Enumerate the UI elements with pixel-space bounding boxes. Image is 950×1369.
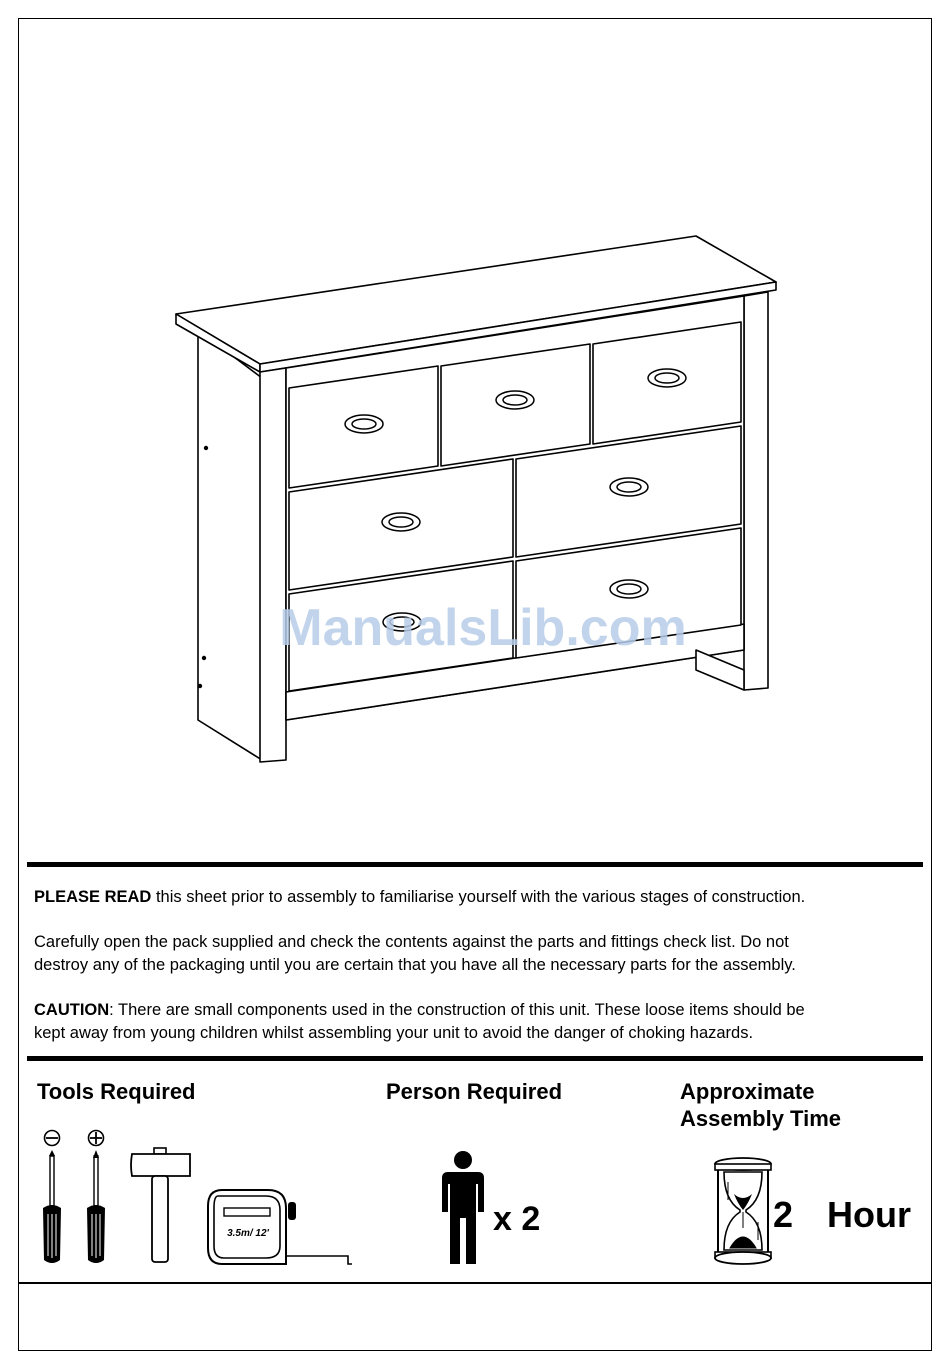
assembly-time-heading-line-2: Assembly Time xyxy=(680,1106,842,1131)
assembly-time-unit: Hour xyxy=(827,1194,911,1235)
hammer-icon xyxy=(128,1146,194,1268)
caution-line-2: kept away from young children whilst assembling your unit to avoid the danger of choking hazards. xyxy=(34,1024,754,1042)
section-divider xyxy=(27,862,923,867)
caution-line-1: : There are small components used in the construction of this unit. These loose items should be xyxy=(109,1001,805,1019)
please-read-paragraph xyxy=(34,886,914,909)
check-line-2: destroy any of the packaging until you are certain that you have all the necessary parts for the assembly. xyxy=(34,956,796,974)
please-read-label: PLEASE READ xyxy=(34,888,152,906)
tools-required-heading: Tools Required xyxy=(37,1079,196,1104)
person-icon xyxy=(438,1150,488,1266)
caution-paragraph xyxy=(34,999,914,1045)
person-required-heading: Person Required xyxy=(386,1079,563,1104)
assembly-time-heading xyxy=(680,1078,910,1132)
watermark: ManualsLib.com xyxy=(279,599,687,657)
hourglass-icon xyxy=(712,1156,774,1266)
assembly-time-value: 2 xyxy=(773,1194,794,1235)
phillips-screwdriver-icon xyxy=(82,1128,110,1268)
tape-measure-label: 3.5m/ 12' xyxy=(227,1228,269,1239)
caution-label: CAUTION xyxy=(34,1001,110,1019)
section-divider xyxy=(27,1056,923,1061)
check-contents-paragraph xyxy=(34,931,914,977)
assembly-time-heading-line-1: Approximate xyxy=(680,1079,815,1104)
dresser-illustration xyxy=(170,230,790,770)
person-count: x 2 xyxy=(493,1200,541,1238)
flat-screwdriver-icon xyxy=(38,1128,66,1268)
check-line-1: Carefully open the pack supplied and check the contents against the parts and fittings check list. Do not xyxy=(34,933,789,951)
tape-measure-icon xyxy=(206,1186,352,1268)
footer-divider xyxy=(18,1282,932,1284)
please-read-text: this sheet prior to assembly to familiarise yourself with the various stages of construction. xyxy=(151,888,806,906)
